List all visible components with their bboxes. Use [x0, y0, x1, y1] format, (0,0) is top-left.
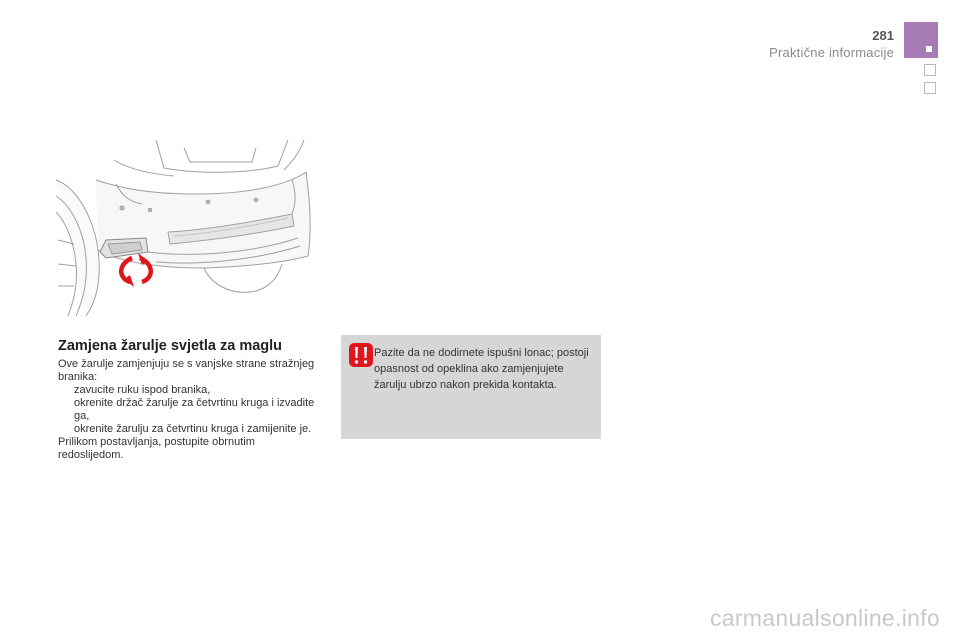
- chapter-tab[interactable]: [924, 64, 936, 76]
- steps-list: [58, 384, 320, 436]
- page-number: 281: [872, 28, 894, 43]
- instructions: [58, 358, 320, 462]
- list-item: [58, 384, 320, 397]
- step-text: okrenite žarulju za četvrtinu kruga i zamijenite je.: [74, 423, 312, 435]
- chapter-tab[interactable]: [924, 82, 936, 94]
- tab-marker-icon: [926, 46, 932, 52]
- section-heading: Zamjena žarulje svjetla za maglu: [58, 338, 283, 354]
- intro-text: Ove žarulje zamjenjuju se s vanjske strane stražnjeg branika:: [58, 358, 315, 383]
- rear-bumper-fog-lamp-illustration: [56, 140, 312, 316]
- rear-bumper-illustration: [56, 140, 312, 316]
- outro-text: Prilikom postavljanja, postupite obrnutim redoslijedom.: [58, 436, 255, 461]
- step-text: zavucite ruku ispod branika,: [74, 384, 211, 396]
- warning-text: Pazite da ne dodirnete ispušni lonac; postoji opasnost od opeklina ako zamjenjujete žarulju ubrzo nakon prekida kontakta.: [374, 347, 589, 391]
- section-title: Praktične informacije: [769, 45, 894, 60]
- list-item: [58, 397, 320, 423]
- list-item: [58, 423, 320, 436]
- step-text: okrenite držač žarulje za četvrtinu kruga i izvadite ga,: [74, 397, 315, 422]
- watermark: carmanualsonline.info: [709, 605, 940, 631]
- chapter-tab-active[interactable]: [904, 22, 938, 58]
- warning-icon: [349, 343, 373, 367]
- warning-note: [341, 335, 601, 439]
